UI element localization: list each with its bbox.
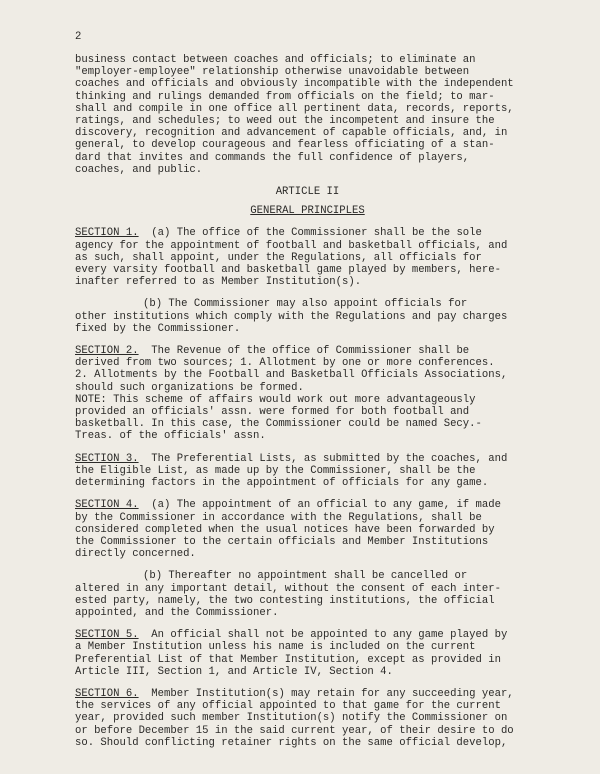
intro-line: thinking and rulings demanded from officials on the field; to mar- (75, 90, 495, 103)
section-first-line (75, 227, 540, 239)
section-heading: SECTION 6. (75, 687, 139, 700)
section-paragraph (75, 499, 540, 560)
section-line: the services of any official appointed to that game for the current (75, 700, 501, 713)
section-line: the Commissioner to the certain officials and Member Institutions (75, 535, 489, 548)
section-line: the Eligible List, as made up by the Commissioner, shall be the (75, 464, 476, 477)
section-line: considered completed when the usual notices have been forwarded by (75, 523, 495, 536)
sections-list (75, 227, 540, 749)
section-line: The Preferential Lists, as submitted by the coaches, and (138, 452, 508, 465)
section-line: Treas. of the officials' assn. (75, 430, 266, 443)
section-line: year, provided such member Institution(s) notify the Commissioner on (75, 712, 508, 725)
intro-line: general, to develop courageous and fearless officiating of a stan- (75, 139, 495, 152)
section-line: directly concerned. (75, 548, 196, 561)
section-heading: SECTION 5. (75, 629, 139, 642)
section-line: An official shall not be appointed to any game played by (138, 629, 508, 642)
section-line: basketball. In this case, the Commissioner could be named Secy.- (75, 418, 482, 431)
section-line: (a) The office of the Commissioner shall be the sole (138, 227, 482, 240)
section-line: or before December 15 in the said current year, of their desire to do (75, 724, 514, 737)
section-line: determining factors in the appointment of officials for any game. (75, 477, 489, 490)
article-title: ARTICLE II (275, 186, 340, 199)
section-line: Member Institution(s) may retain for any succeeding year, (138, 687, 514, 700)
section-first-line (75, 345, 540, 357)
document-body (75, 54, 540, 749)
subsection-line: fixed by the Commissioner. (75, 322, 241, 335)
intro-line: business contact between coaches and officials; to eliminate an (75, 54, 476, 66)
section-paragraph (75, 688, 540, 749)
section-paragraph (75, 629, 540, 678)
section-line: as such, shall appoint, under the Regulations, all officials for (75, 251, 482, 264)
section-paragraph (75, 227, 540, 288)
section-line: Article III, Section 1, and Article IV, Section 4. (75, 665, 393, 678)
section-line: a Member Institution unless his name is included on the current (75, 641, 476, 654)
subsection-paragraph (75, 298, 540, 335)
intro-line: "employer-employee" relationship otherwise unavoidable between (75, 66, 470, 79)
subsection-line: other institutions which comply with the Regulations and pay charges (75, 310, 508, 323)
section-line: NOTE: This scheme of affairs would work out more advantageously (75, 393, 476, 406)
section-line: provided an officials' assn. were formed for both football and (75, 406, 470, 419)
page-number: 2 (75, 31, 82, 43)
section-line: should such organizations be formed. (75, 381, 304, 394)
section-line: 2. Allotments by the Football and Basketball Officials Associations, (75, 369, 508, 382)
section-first-line (75, 688, 540, 700)
article-subtitle: GENERAL PRINCIPLES (250, 205, 365, 218)
section-line: Preferential List of that Member Institution, except as provided in (75, 653, 501, 666)
section-heading: SECTION 1. (75, 227, 139, 240)
intro-paragraph (75, 54, 540, 176)
section-line: so. Should conflicting retainer rights on the same official develop, (75, 736, 508, 749)
intro-line: shall and compile in one office all pertinent data, records, reports, (75, 102, 514, 115)
section-line: by the Commissioner in accordance with the Regulations, shall be (75, 511, 482, 524)
intro-line: ratings, and schedules; to weed out the incompetent and insure the (75, 115, 495, 128)
subsection-line: ested party, namely, the two contesting institutions, the official (75, 594, 495, 607)
subsection-paragraph (75, 570, 540, 619)
section-line: every varsity football and basketball game played by members, here- (75, 264, 501, 277)
section-heading: SECTION 4. (75, 499, 139, 512)
subsection-line: altered in any important detail, without the consent of each inter- (75, 582, 501, 595)
section-line: inafter referred to as Member Institution(s). (75, 276, 362, 289)
intro-line: dard that invites and commands the full confidence of players, (75, 151, 470, 164)
intro-line: coaches, and public. (75, 163, 203, 176)
section-line: derived from two sources; 1. Allotment by one or more conferences. (75, 357, 495, 370)
subsection-line: (b) The Commissioner may also appoint officials for (143, 298, 468, 311)
section-line: agency for the appointment of football and basketball officials, and (75, 239, 508, 252)
section-line: The Revenue of the office of Commissioner shall be (138, 345, 470, 358)
section-paragraph (75, 453, 540, 490)
section-first-line (75, 499, 540, 511)
section-heading: SECTION 3. (75, 452, 139, 465)
subsection-line: appointed, and the Commissioner. (75, 606, 279, 619)
section-line: (a) The appointment of an official to any game, if made (138, 499, 501, 512)
intro-line: discovery, recognition and advancement of capable officials, and, in (75, 127, 508, 140)
intro-line: coaches and officials and obviously incompatible with the independent (75, 78, 514, 91)
section-paragraph (75, 345, 540, 443)
section-heading: SECTION 2. (75, 345, 139, 358)
section-first-line (75, 453, 540, 465)
subsection-line: (b) Thereafter no appointment shall be cancelled or (143, 570, 468, 583)
section-first-line (75, 629, 540, 641)
